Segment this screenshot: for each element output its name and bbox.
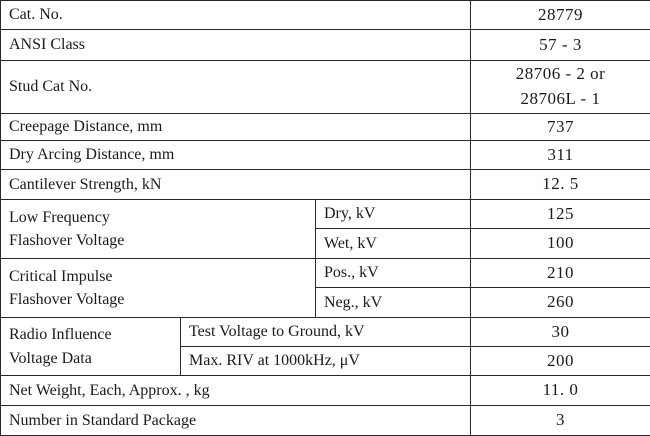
low-frequency-label <box>1 200 316 259</box>
row-ansi-class <box>1 30 650 61</box>
critical-impulse-neg-label: Neg., kV <box>316 288 471 318</box>
creepage-value: 737 <box>471 114 650 141</box>
max-riv-label: Max. RIV at 1000kHz, μV <box>181 347 471 376</box>
radio-influence-label-line2: Voltage Data <box>9 347 172 370</box>
low-frequency-dry-value: 125 <box>471 200 650 229</box>
test-voltage-label: Test Voltage to Ground, kV <box>181 318 471 347</box>
net-weight-label: Net Weight, Each, Approx. , kg <box>1 376 471 406</box>
row-cat-no <box>1 1 650 30</box>
cantilever-label: Cantilever Strength, kN <box>1 170 471 200</box>
test-voltage-value: 30 <box>471 318 650 347</box>
dry-arcing-label: Dry Arcing Distance, mm <box>1 141 471 170</box>
low-frequency-wet-label: Wet, kV <box>316 229 471 259</box>
stud-cat-no-label: Stud Cat No. <box>1 61 471 114</box>
creepage-label: Creepage Distance, mm <box>1 114 471 141</box>
low-frequency-label-line2: Flashover Voltage <box>9 229 307 252</box>
row-radio-influence-test <box>1 318 650 347</box>
row-net-weight <box>1 376 650 406</box>
ansi-class-value: 57 - 3 <box>471 30 650 61</box>
standard-package-value: 3 <box>471 406 650 436</box>
radio-influence-label-line1: Radio Influence <box>9 323 172 346</box>
cat-no-label: Cat. No. <box>1 1 471 30</box>
critical-impulse-pos-value: 210 <box>471 259 650 288</box>
critical-impulse-pos-label: Pos., kV <box>316 259 471 288</box>
ansi-class-label: ANSI Class <box>1 30 471 61</box>
cantilever-value: 12. 5 <box>471 170 650 200</box>
critical-impulse-neg-value: 260 <box>471 288 650 318</box>
cat-no-value: 28779 <box>471 1 650 30</box>
max-riv-value: 200 <box>471 347 650 376</box>
net-weight-value: 11. 0 <box>471 376 650 406</box>
critical-impulse-label-line2: Flashover Voltage <box>9 288 307 311</box>
stud-cat-no-value <box>471 61 650 114</box>
row-creepage <box>1 114 650 141</box>
row-stud-cat-no <box>1 61 650 114</box>
row-low-frequency-dry <box>1 200 650 229</box>
row-dry-arcing <box>1 141 650 170</box>
stud-cat-no-value-line2: 28706L - 1 <box>479 87 642 112</box>
low-frequency-label-line1: Low Frequency <box>9 206 307 229</box>
critical-impulse-label-line1: Critical Impulse <box>9 265 307 288</box>
row-critical-impulse-pos <box>1 259 650 288</box>
row-cantilever <box>1 170 650 200</box>
standard-package-label: Number in Standard Package <box>1 406 471 436</box>
critical-impulse-label <box>1 259 316 318</box>
row-standard-package <box>1 406 650 436</box>
stud-cat-no-value-line1: 28706 - 2 or <box>479 62 642 87</box>
low-frequency-wet-value: 100 <box>471 229 650 259</box>
radio-influence-label <box>1 318 181 376</box>
low-frequency-dry-label: Dry, kV <box>316 200 471 229</box>
dry-arcing-value: 311 <box>471 141 650 170</box>
